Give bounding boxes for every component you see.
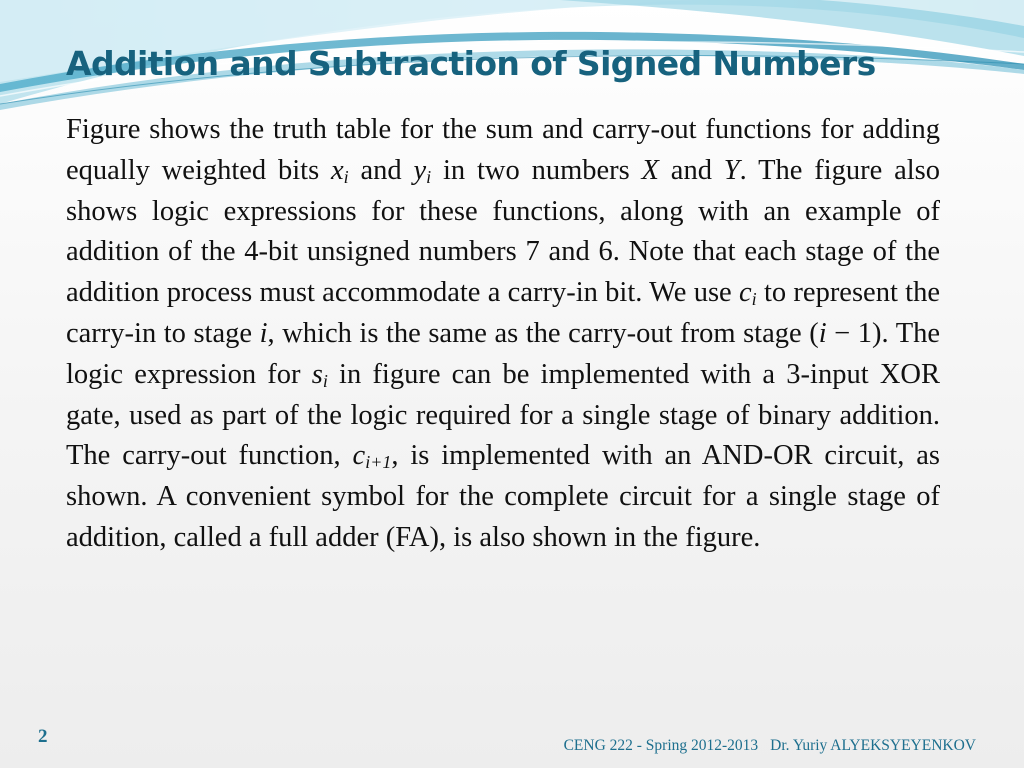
footer-course: CENG 222 - Spring 2012-2013	[563, 737, 759, 754]
body-text-segment: in figure can be implemented with a 3-input XOR gate, used as part of the logic required for a single stage of binary addition. The carry-out function,	[66, 358, 940, 472]
variable-Y: Y	[723, 154, 740, 186]
body-text-segment: − 1). The logic expression for	[66, 317, 941, 390]
subscript: i	[426, 166, 432, 187]
body-text-segment: . The figure also shows logic expressions for these functions, along with an example of addition of the 4-bit unsigned numbers 7 and 6. Note that each stage of the addition process must accommodate a carry-in bit. We use	[66, 154, 940, 309]
body-text-segment: in two numbers	[431, 154, 642, 186]
variable-c: c	[352, 440, 366, 472]
footer-author: Dr. Yuriy ALYEKSYEYENKOV	[770, 737, 976, 754]
footer	[564, 737, 976, 755]
subscript: i	[322, 370, 328, 391]
subscript: i	[343, 166, 349, 187]
subscript: i+1	[365, 452, 392, 473]
variable-i: i	[818, 317, 827, 349]
body-text-segment: , is implemented with an AND-OR circuit, as shown. A convenient symbol for the complete circuit for a single stage of addition, called a full adder (FA), is also shown in the figure.	[66, 440, 940, 553]
variable-i: i	[259, 317, 268, 349]
variable-s: s	[311, 358, 323, 390]
slide-title: Addition and Subtraction of Signed Numbers	[66, 44, 876, 83]
variable-X: X	[641, 154, 659, 186]
variable-c: c	[739, 277, 752, 309]
body-text-segment: and	[348, 154, 414, 186]
variable-x: x	[331, 154, 344, 186]
subscript: i	[751, 289, 757, 310]
slide-number: 2	[38, 726, 48, 747]
body-text-segment: and	[658, 154, 724, 186]
variable-y: y	[413, 154, 427, 186]
body-text-segment: to represent the carry-in to stage	[66, 277, 940, 349]
body-text-segment: Figure shows the truth table for the sum and carry-out functions for adding equally weighted bits	[66, 114, 940, 186]
body-text-segment: , which is the same as the carry-out from stage (	[267, 317, 819, 349]
slide-body-text	[66, 110, 940, 559]
